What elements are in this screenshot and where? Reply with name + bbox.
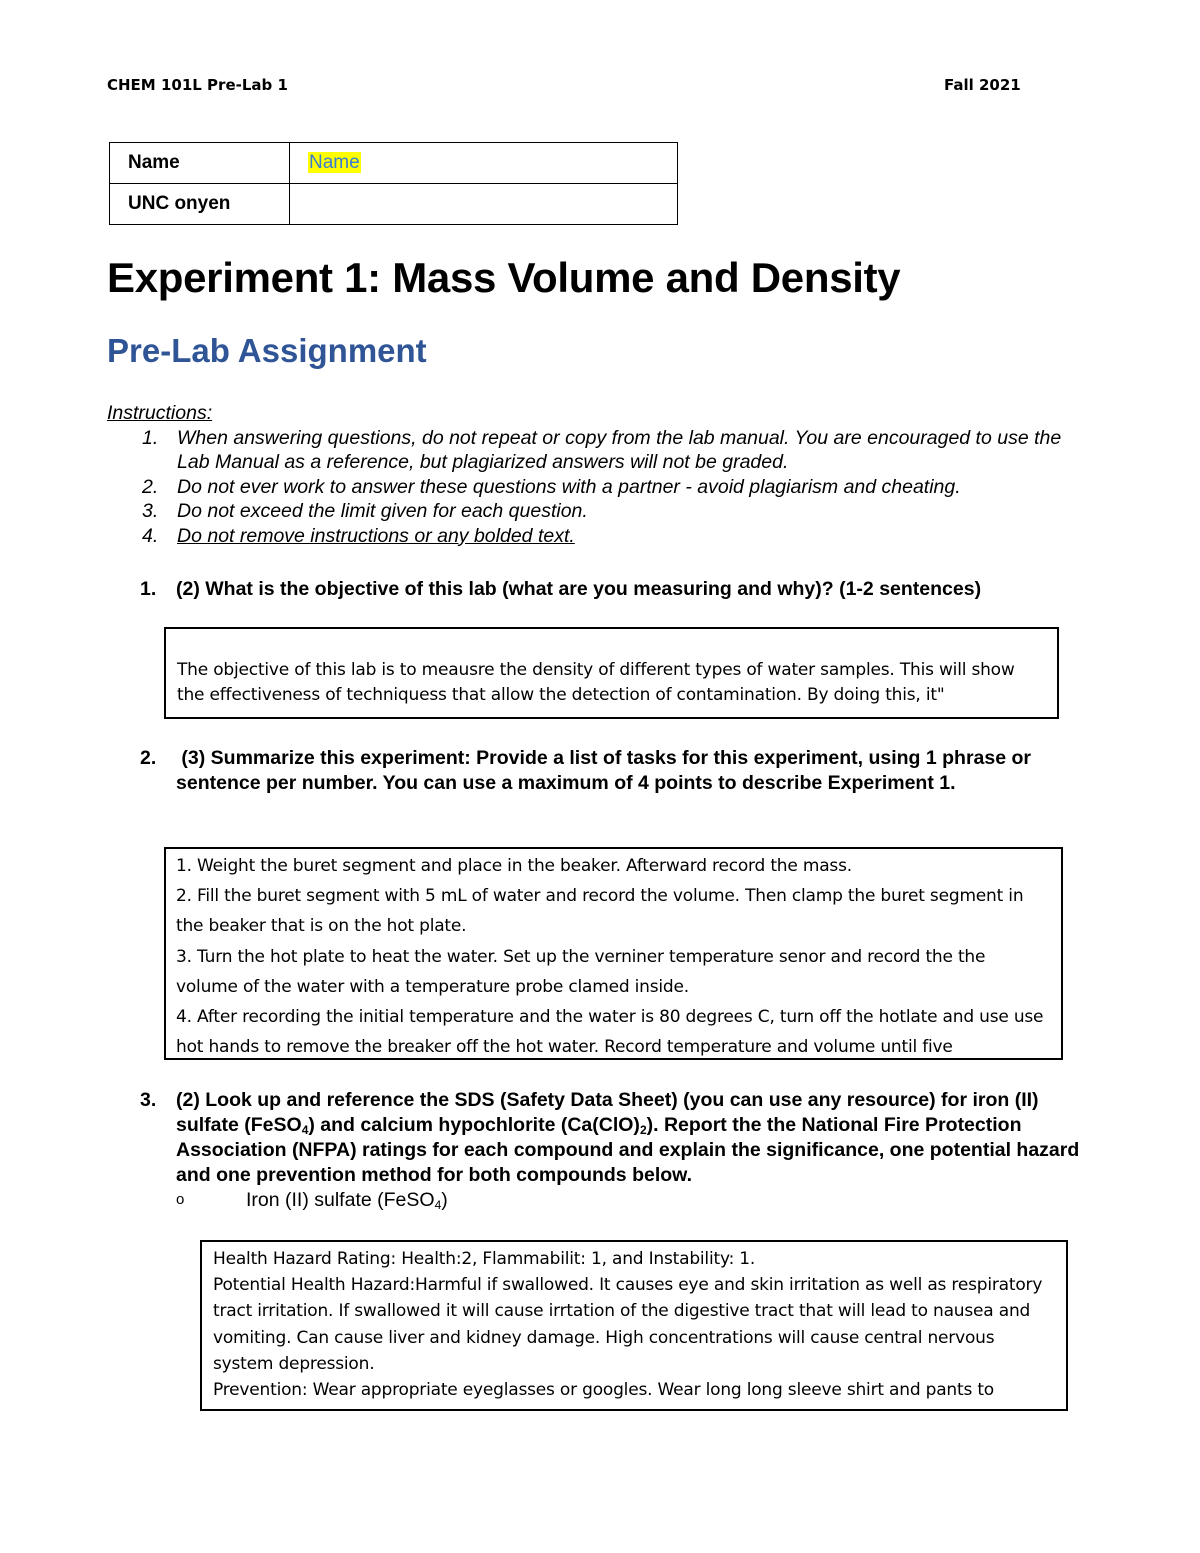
answer-box-1[interactable] xyxy=(164,627,1059,719)
question-2 xyxy=(140,746,1090,796)
onyen-row xyxy=(110,184,678,225)
onyen-field[interactable] xyxy=(290,184,678,225)
bullet-marker: o xyxy=(176,1191,185,1208)
page-subtitle: Pre-Lab Assignment xyxy=(107,332,427,369)
sub-bullet-text: Iron (II) sulfate (FeSO$_4$) xyxy=(246,1189,448,1212)
name-row xyxy=(110,143,678,184)
answer-line: Prevention: Wear appropriate eyeglasses or googles. Wear long long sleeve shirt and pants to xyxy=(213,1380,994,1401)
page-title: Experiment 1: Mass Volume and Density xyxy=(107,254,901,301)
question-number: 1. xyxy=(140,578,157,600)
question-text: (3) Summarize this experiment: Provide a list of tasks for this experiment, using 1 phrase or sentence per number. You can use a maximum of 4 points to describe Experiment 1. xyxy=(176,747,1031,794)
instructions-heading: Instructions: xyxy=(107,402,213,424)
answer-list-item: 1. Weight the buret segment and place in the beaker. Afterward record the mass. xyxy=(176,856,852,876)
header-term: Fall 2021 xyxy=(944,76,1021,94)
question-text: (2) Look up and reference the SDS (Safety Data Sheet) (you can use any resource) for iron (II) sulfate (FeSO$_4$) and calcium hypochlorite $(Ca(ClO)_2)$. Report the the National Fire Protection Association (NFPA) ratings for each compound and explain the significance, one potential hazard and one prevention method for both compounds below. xyxy=(176,1089,1080,1186)
question-1 xyxy=(140,577,1090,602)
answer-line: Potential Health Hazard:Harmful if swallowed. It causes eye and skin irritation as well as respiratory tract irritation. If swallowed it will cause irrtation of the digestive tract that will lead to nausea and vomiting. Can cause liver and kidney damage. High concentrations will cause central nervous system depression. xyxy=(213,1275,1043,1374)
question-text: (2) What is the objective of this lab (what are you measuring and why)? (1-2 sentences) xyxy=(176,578,982,600)
header-course: CHEM 101L Pre-Lab 1 xyxy=(107,76,288,94)
instruction-item: 2. Do not ever work to answer these questions with a partner - avoid plagiarism and cheating. xyxy=(142,475,961,498)
name-label: Name xyxy=(110,143,290,184)
answer-line: Health Hazard Rating: Health:2, Flammabilit: 1, and Instability: 1. xyxy=(213,1249,756,1269)
answer-box-3[interactable] xyxy=(200,1240,1068,1411)
answer-text: The objective of this lab is to meausre the density of different types of water samples. This will show the effectiveness of techniquess that allow the detection of contamination. By doing this, it" xyxy=(177,660,1015,705)
instructions xyxy=(107,401,1097,548)
instruction-item: 4. Do not remove instructions or any bolded text. xyxy=(142,524,575,547)
question-number: 2. xyxy=(140,747,157,769)
question-number: 3. xyxy=(140,1089,157,1111)
name-value: Name xyxy=(309,152,360,173)
instruction-item: 3. Do not exceed the limit given for each question. xyxy=(142,500,588,522)
onyen-label: UNC onyen xyxy=(110,184,290,225)
answer-box-2[interactable] xyxy=(164,847,1063,1060)
student-id-table xyxy=(109,142,678,225)
answer-list-item: 3. Turn the hot plate to heat the water. Set up the verniner temperature senor and record the the volume of the water with a temperature probe clamed inside. xyxy=(176,946,986,997)
answer-list-item: 4. After recording the initial temperature and the water is 80 degrees C, turn off the hotlate and use use hot hands to remove the breaker off the hot water. Record temperature and volume until five xyxy=(176,1007,1044,1058)
instruction-item: 1. When answering questions, do not repeat or copy from the lab manual. You are encouraged to use the Lab Manual as a reference, but plagiarized answers will not be graded. xyxy=(142,426,1062,473)
answer-list-item: 2. Fill the buret segment with 5 mL of water and record the volume. Then clamp the buret segment in the beaker that is on the hot plate. xyxy=(176,886,1024,937)
name-field[interactable] xyxy=(290,143,678,184)
question-3 xyxy=(140,1088,1090,1188)
instructions-list xyxy=(107,426,1097,549)
